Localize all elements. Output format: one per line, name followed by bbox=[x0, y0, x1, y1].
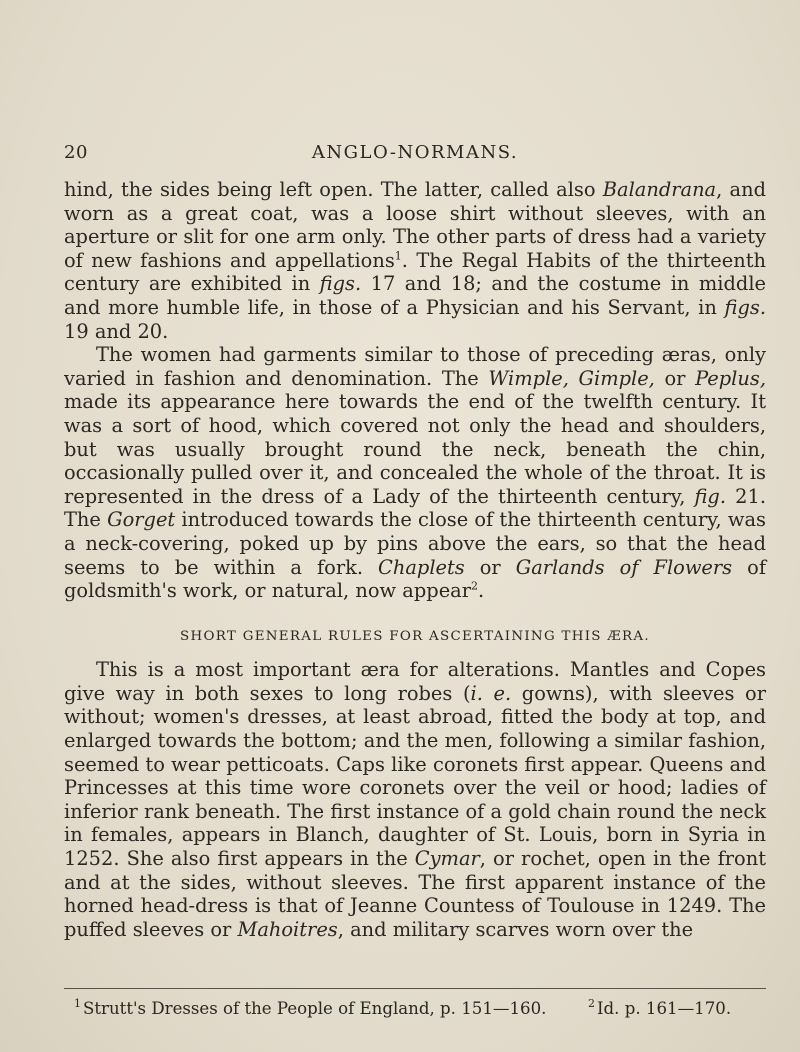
running-head bbox=[64, 142, 766, 168]
running-title: ANGLO-NORMANS. bbox=[311, 142, 519, 163]
paragraph-3: This is a most important æra for alterations. Mantles and Copes give way in both sexes to long robes (i. e. gowns), with sleeves or without; women's dresses, at least abroad, fitted the body at top, and enlarged towards the bottom; and the men, following a similar fashion, seemed to wear petticoats. Caps like coronets first appear. Queens and Princesses at this time wore coronets over the veil or hood; ladies of inferior rank beneath. The first instance of a gold chain round the neck in females, appears in Blanch, daughter of St. Louis, born in Syria in 1252. She also first appears in the Cymar, or rochet, open in the front and at the sides, without sleeves. The first apparent instance of the horned head-dress is that of Jeanne Countess of Toulouse in 1249. The puffed sleeves or Mahoitres, and military scarves worn over the bbox=[64, 658, 767, 941]
paragraph-2: The women had garments similar to those of preceding æras, only varied in fashion and denomination. The Wimple, Gimple, or Peplus, made its appearance here towards the end of the twelfth century. It was a sort of hood, which covered not only the head and shoulders, but was usually brought round the neck, beneath the chin, occasionally pulled over it, and concealed the whole of the throat. It is represented in the dress of a Lady of the thirteenth century, fig. 21. The Gorget introduced towards the close of the thirteenth century, was a neck-covering, poked up by pins above the ears, so that the head seems to be within a fork. Chaplets or Garlands of Flowers of goldsmith's work, or natural, now appear$^2$. bbox=[64, 343, 767, 603]
footnote-1: $^1$ Strutt's Dresses of the People of England, p. 151—160. bbox=[74, 997, 547, 1018]
footnote-ref-1: 1 bbox=[394, 249, 402, 263]
footnote-2: $^2$ Id. p. 161—170. bbox=[588, 997, 732, 1018]
paragraph-1: hind, the sides being left open. The latter, called also Balandrana, and worn as a great coat, was a loose shirt without sleeves, with an aperture or slit for one arm only. The other parts of dress had a variety of new fashions and appellations$^1$. The Regal Habits of the thirteenth century are exhibited in figs. 17 and 18; and the costume in middle and more humble life, in those of a Physician and his Servant, in figs. 19 and 20. bbox=[64, 178, 767, 343]
footnote-rule bbox=[64, 988, 766, 989]
body-text bbox=[64, 178, 766, 941]
section-heading: SHORT GENERAL RULES FOR ASCERTAINING THIS ÆRA. bbox=[180, 628, 650, 644]
footnote-ref-2: 2 bbox=[471, 579, 478, 593]
page-number: 20 bbox=[64, 142, 88, 163]
